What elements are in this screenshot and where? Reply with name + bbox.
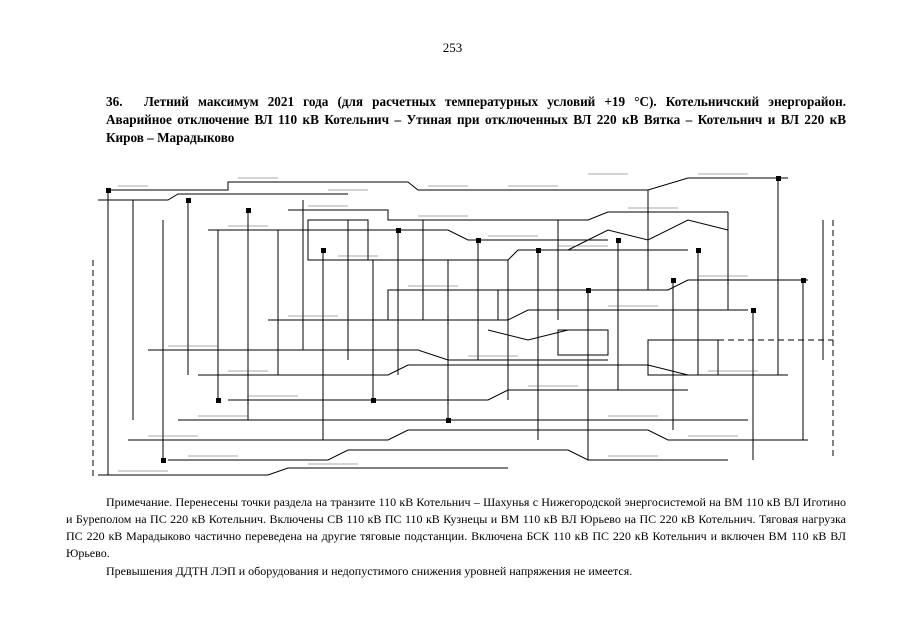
schematic-label-marks: [118, 174, 758, 471]
schematic-lines: [98, 178, 823, 475]
schematic-drawing: [88, 160, 838, 490]
section-heading: [106, 93, 846, 147]
note-block: [66, 494, 846, 580]
section-title: Летний максимум 2021 года (для расчетных температурных условий +19 °С). Котельничский энергорайон. Аварийное отключение ВЛ 110 кВ Котельнич – Утиная при отключенных ВЛ 220 кВ Вятка – Котельнич и ВЛ 220 кВ Киров – Марадыково: [106, 94, 846, 145]
note-paragraph-1: Примечание. Перенесены точки раздела на транзите 110 кВ Котельнич – Шахунья с Нижегородской энергосистемой на ВМ 110 кВ ВЛ Иготино и Буреполом на ПС 220 кВ Котельнич. Включены СВ 110 кВ ПС 110 кВ Кузнецы и ВМ 110 кВ ВЛ Юрьево на ПС 220 кВ Котельнич. Тяговая нагрузка ПС 220 кВ Марадыково частично переведена на другие тяговые подстанции. Включена БСК 110 кВ ПС 220 кВ Котельнич и включен ВМ 110 кВ ВЛ Юрьево.: [66, 495, 846, 560]
note-paragraph-2: Превышения ДДТН ЛЭП и оборудования и недопустимого снижения уровней напряжения не имеется.: [106, 564, 633, 578]
page-number: 253: [442, 40, 463, 55]
power-grid-schematic: [88, 160, 838, 490]
section-number: 36.: [106, 94, 123, 109]
